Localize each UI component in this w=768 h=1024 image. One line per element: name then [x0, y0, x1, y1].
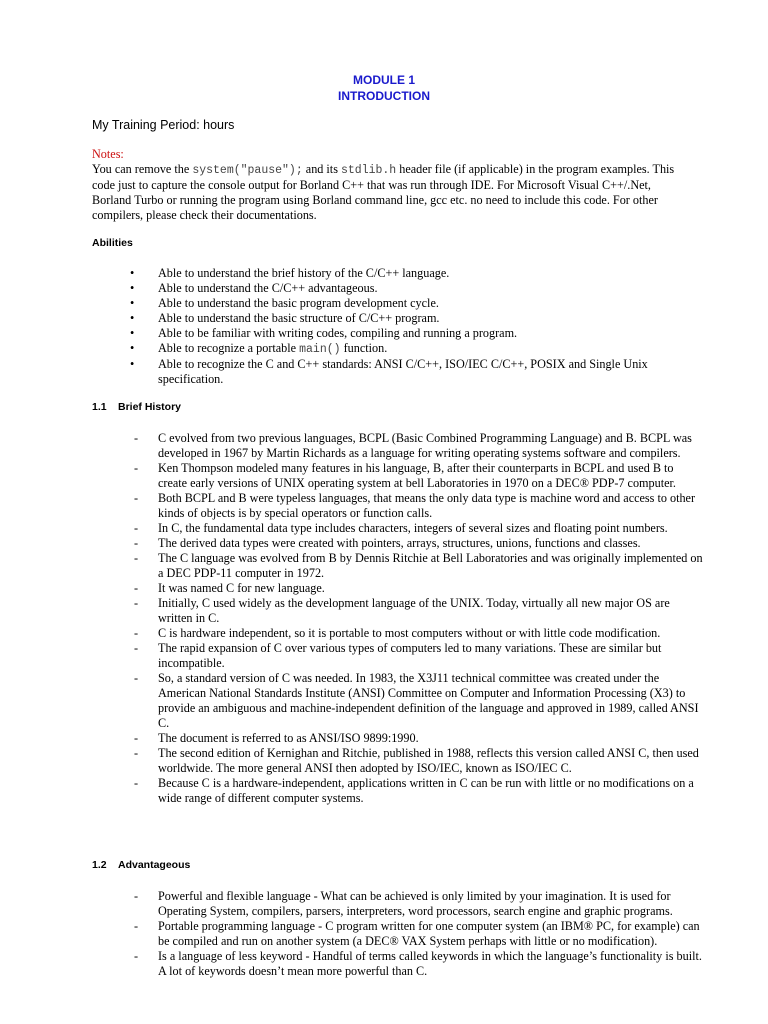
bullet-marker: • — [130, 326, 135, 340]
list-item: - Is a language of less keyword - Handful of terms called keywords in which the language’s functionality is built. A lot of keywords doesn’t mean more powerful than C. — [134, 949, 702, 978]
dash-marker: - — [134, 581, 139, 595]
notes-text-1: You can remove the — [92, 162, 193, 176]
brief-history-heading — [92, 401, 181, 413]
list-item: • Able to recognize the C and C++ standards: ANSI C/C++, ISO/IEC C/C++, POSIX and Single Unix specification. — [130, 357, 648, 386]
list-item: • Able to understand the basic structure of C/C++ program. — [130, 311, 440, 325]
dash-marker: - — [134, 596, 139, 610]
list-item: • Able to understand the brief history of the C/C++ language. — [130, 266, 450, 280]
dash-marker: - — [134, 491, 139, 505]
brief-history-list — [92, 431, 704, 806]
list-item: - The derived data types were created with pointers, arrays, structures, unions, functions and classes. — [134, 536, 641, 550]
advantageous-list — [92, 889, 704, 979]
list-item: - The rapid expansion of C over various types of computers led to many variations. These are similar but incompatible. — [134, 641, 662, 670]
list-item: - Because C is a hardware-independent, applications written in C can be run with little or no modifications on a wide range of different computer systems. — [134, 776, 694, 805]
list-item: - The second edition of Kernighan and Ritchie, published in 1988, reflects this version called ANSI C, then used worldwide. The more general ANSI then adopted by ISO/IEC, known as ISO/IEC C. — [134, 746, 699, 775]
advantageous-heading — [92, 859, 190, 871]
dash-marker: - — [134, 949, 139, 963]
dash-marker: - — [134, 731, 139, 745]
list-item: • Able to understand the C/C++ advantageous. — [130, 281, 378, 295]
bullet-marker: • — [130, 357, 135, 371]
list-item: - C evolved from two previous languages, BCPL (Basic Combined Programming Language) and B. BCPL was developed in 1967 by Martin Richards as a language for writing operating systems software and compilers. — [134, 431, 692, 460]
bullet-marker: • — [130, 296, 135, 310]
list-item: - The document is referred to as ANSI/ISO 9899:1990. — [134, 731, 419, 745]
dash-marker: - — [134, 461, 139, 475]
list-item: • Able to be familiar with writing codes, compiling and running a program. — [130, 326, 518, 340]
dash-marker: - — [134, 889, 139, 903]
dash-marker: - — [134, 521, 139, 535]
list-item: • Able to understand the basic program development cycle. — [130, 296, 439, 310]
list-item: - Both BCPL and B were typeless languages, that means the only data type is machine word and access to other kinds of objects is by special operators or function calls. — [134, 491, 696, 520]
bullet-marker: • — [130, 341, 135, 355]
notes-code-system-pause: system("pause"); — [192, 164, 303, 177]
bullet-marker: • — [130, 266, 135, 280]
dash-marker: - — [134, 626, 139, 640]
dash-marker: - — [134, 641, 139, 655]
dash-marker: - — [134, 536, 139, 550]
list-item: - Portable programming language - C program written for one computer system (an IBM® PC, for example) can be compiled and run on another system (a DEC® VAX System perhaps with little or no modification). — [134, 919, 700, 948]
section-title: Advantageous — [118, 859, 191, 871]
list-item: - The C language was evolved from B by Dennis Ritchie at Bell Laboratories and was originally implemented on a DEC PDP-11 computer in 1972. — [134, 551, 703, 580]
list-item: - So, a standard version of C was needed. In 1983, the X3J11 technical committee was created under the American National Standards Institute (ANSI) Committee on Computer and Information Processing (X3) to provide an ambiguous and machine-independent definition of the language and approved in 1989, called ANSI C. — [134, 671, 699, 730]
dash-marker: - — [134, 431, 139, 445]
code-main: main() — [299, 343, 341, 356]
dash-marker: - — [134, 671, 139, 685]
bullet-marker: • — [130, 281, 135, 295]
abilities-list — [92, 266, 692, 387]
dash-marker: - — [134, 746, 139, 760]
bullet-marker: • — [130, 311, 135, 325]
list-item: - Ken Thompson modeled many features in his language, B, after their counterparts in BCPL and used B to create early versions of UNIX operating system at bell Laboratories in 1970 on a DEC® PDP-7 computer. — [134, 461, 676, 490]
dash-marker: - — [134, 919, 139, 933]
section-title: Brief History — [118, 401, 182, 413]
dash-marker: - — [134, 776, 139, 790]
notes-label: Notes: — [92, 147, 124, 161]
section-number: 1.2 — [92, 859, 107, 871]
list-item: - In C, the fundamental data type includes characters, integers of several sizes and floating point numbers. — [134, 521, 668, 535]
notes-text-3: header file (if applicable) in the program examples. This code just to capture the console output for Borland C++ that was run through IDE. For Microsoft Visual C++/.Net, Borland Turbo or running the program using Borland command line, gcc etc. no need to include this code. For other compilers, please check their documentations. — [92, 162, 675, 222]
list-item: - Initially, C used widely as the development language of the UNIX. Today, virtually all new major OS are written in C. — [134, 596, 670, 625]
list-item: - C is hardware independent, so it is portable to most computers without or with little code modification. — [134, 626, 661, 640]
notes-text-2: and its — [302, 162, 341, 176]
abilities-heading: Abilities — [92, 237, 133, 249]
notes-body — [92, 162, 692, 223]
section-number: 1.1 — [92, 401, 107, 413]
training-period: My Training Period: hours — [92, 118, 235, 132]
module-subtitle: INTRODUCTION — [338, 89, 430, 103]
list-item: - Powerful and flexible language - What can be achieved is only limited by your imagination. It is used for Operating System, compilers, parsers, interpreters, word processors, search engine and graphic programs. — [134, 889, 673, 918]
dash-marker: - — [134, 551, 139, 565]
list-item: • Able to recognize a portable main() function. — [130, 341, 388, 356]
module-title: MODULE 1 — [352, 73, 415, 87]
list-item: - It was named C for new language. — [134, 581, 325, 595]
notes-code-stdlib: stdlib.h — [341, 164, 397, 177]
